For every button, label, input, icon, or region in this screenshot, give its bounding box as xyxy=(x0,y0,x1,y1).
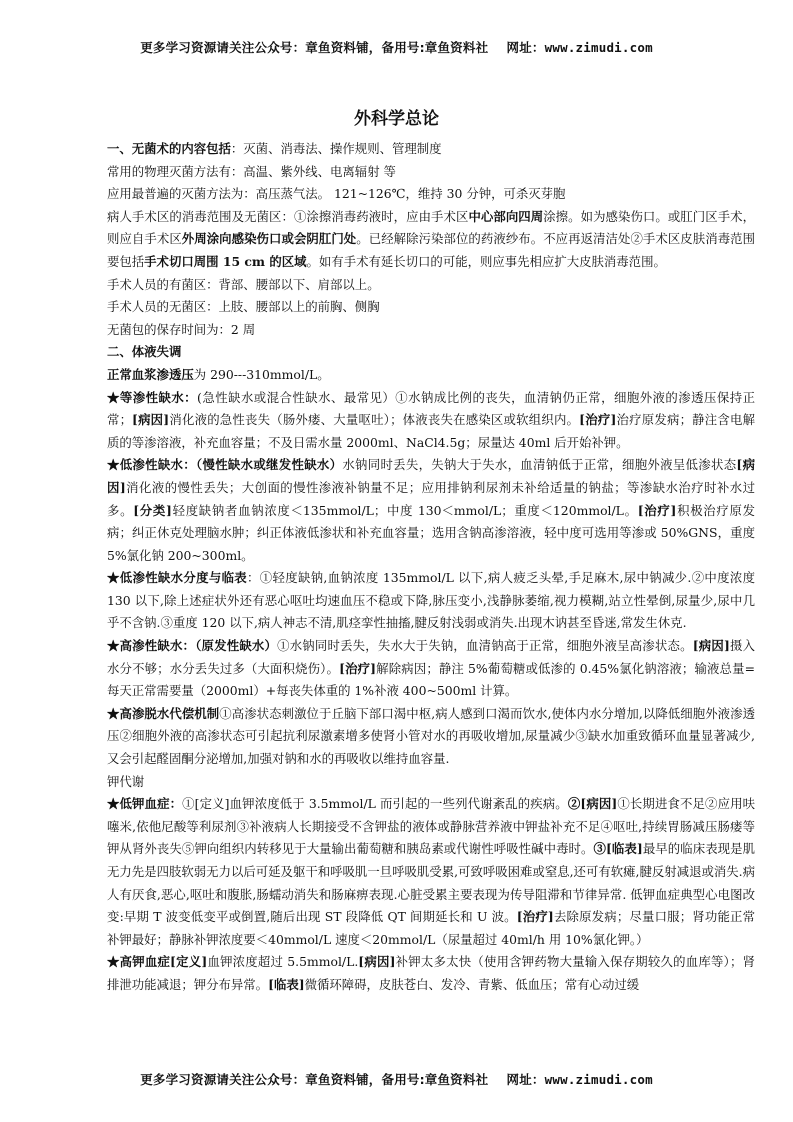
bold-text: 正常血浆渗透压 xyxy=(107,366,194,382)
text-run: 无菌包的保存时间为：2 周 xyxy=(107,321,256,337)
text-run: 钾代谢 xyxy=(107,773,145,789)
footer-url-label: 网址： xyxy=(506,1072,545,1087)
paragraph xyxy=(107,567,755,635)
header-url-label: 网址： xyxy=(506,40,545,55)
text-run: ：①轻度缺钠,血钠浓度 135mmol/L 以下,病人疲乏头晕,手足麻木,尿中钠减少.②中度浓度 130 以下,除上述症状外还有恶心呕吐均速血压不稳或下降,脉压变小,浅静脉萎缩,视力模糊,站立性晕倒,尿量少,尿中几乎不含钠.③重度 120 以下,病人神志不清,肌痉挛性抽搐,腱反射浅弱或消失.出现木讷甚至昏迷,常发生休克. xyxy=(107,570,756,631)
text-run: 摄入水分不够；水分丢失过多（大面积烧伤）。 xyxy=(107,638,755,676)
text-run: 消化液的急性丧失（肠外瘘、大量呕吐）；体液丧失在感染区或软组织内。 xyxy=(169,412,580,428)
paragraph xyxy=(107,138,755,161)
bold-text: ★等渗性缺水： xyxy=(107,389,198,405)
bold-text: ②[病因] xyxy=(567,796,618,812)
text-run: 消化液的慢性丢失；大创面的慢性渗液补钠量不足；应用排钠利尿剂未补给适量的钠盐；等渗缺水治疗时补水过多。 xyxy=(107,479,756,518)
text-run: 病人手术区的消毒范围及无菌区：①涂擦消毒药液时，应由手术区 xyxy=(107,208,469,224)
paragraph xyxy=(107,793,755,951)
bold-text: ★高钾血症[定义] xyxy=(107,954,208,970)
document-body xyxy=(107,138,755,997)
text-run: 积极治疗原发病；纠正休克处理脑水肿；纠正体液低渗状和补充血容量；选用含钠高渗溶液，轻中度可选用等渗或 50%GNS，重度 5%氯化钠 200~300ml。 xyxy=(107,502,756,563)
bold-text: [临表] xyxy=(268,976,305,992)
bold-text: [治疗] xyxy=(637,502,677,518)
header-text: 更多学习资源请关注公众号：章鱼资料铺，备用号:章鱼资料社 xyxy=(140,40,489,55)
bold-text: ★低渗性缺水分度与临表 xyxy=(107,570,248,586)
bold-text: 外周涂向感染伤口或会阴肛门处 xyxy=(181,231,357,247)
paragraph xyxy=(107,364,755,387)
paragraph xyxy=(107,319,755,342)
paragraph xyxy=(107,951,755,996)
text-run: 涂擦。如为感染伤口。或肛门区手术，则应自手术区 xyxy=(107,208,756,247)
bold-text: [分类] xyxy=(133,502,172,518)
text-run: 为 290---310mmol/L。 xyxy=(193,366,330,382)
text-run: 。如有手术有延长切口的可能，则应事先相应扩大皮肤消毒范围。 xyxy=(306,253,666,269)
text-run: 轻度缺钠者血钠浓度＜135mmol/L；中度 130＜mmol/L；重度＜120mmol/L。 xyxy=(171,502,638,518)
paragraph xyxy=(107,296,755,319)
bold-text: [病因] xyxy=(692,638,730,654)
header-url[interactable]: www.zimudi.com xyxy=(544,40,653,55)
text-run: 水钠同时丢失，失钠大于失水，血清钠低于正常，细胞外液呈低渗状态 xyxy=(342,457,737,473)
text-run: 血钾浓度超过 5.5mmol/L. xyxy=(207,954,359,970)
text-run: 去除原发病；尽量口服；肾功能正常补钾最好；静脉补钾浓度要＜40mmol/L 速度＜20mmol/L（尿量超过 40ml/h 用 10%氯化钾。） xyxy=(107,909,755,947)
text-run: (急性缺水或混合性缺水、最常见）①水钠成比例的丧失，血清钠仍正常，细胞外液的渗透压保持正常； xyxy=(107,389,755,428)
text-run: 。已经解除污染部位的药液纱布。不应再返清洁处②手术区皮肤消毒范围要包括 xyxy=(107,231,756,269)
bold-text: 中心部向四周 xyxy=(468,208,544,224)
text-run: 最早的临床表现是肌无力先是四肢软弱无力以后可延及躯干和呼吸肌一旦呼吸肌受累,可致呼吸困难或窒息,还可有软瘫,腱反射减退或消失.病人有厌食,恶心,呕吐和腹胀,肠蠕动消失和肠麻痹表现.心脏受累主要表现为传导阻滞和节律异常. 低钾血症典型心电图改变:早期 T 波变低变平或倒置,随后出现 ST 段降低 QT 间期延长和 U 波。 xyxy=(107,841,756,925)
paragraph xyxy=(107,183,755,206)
paragraph xyxy=(107,454,755,567)
bold-text: [治疗] xyxy=(516,909,554,925)
document-title: 外科学总论 xyxy=(354,109,439,129)
paragraph xyxy=(107,635,755,703)
text-run: ①[定义]血钾浓度低于 3.5mmol/L 而引起的一些列代谢紊乱的疾病。 xyxy=(182,796,568,812)
paragraph xyxy=(107,771,755,794)
bold-text: 一、无菌术的内容包括 xyxy=(107,141,231,156)
text-run: 应用最普遍的灭菌方法为：高压蒸气法。 121~126℃，维持 30 分钟，可杀灭芽胞 xyxy=(107,186,566,202)
bold-text: 手术切口周围 15 cm 的区域 xyxy=(144,253,307,269)
bold-text: ★高渗性缺水：（原发性缺水） xyxy=(107,638,278,654)
paragraph xyxy=(107,341,755,364)
text-run: 常用的物理灭菌方法有：高温、紫外线、电离辐射 等 xyxy=(107,163,396,179)
page-footer-banner xyxy=(0,1070,793,1088)
bold-text: ★低钾血症： xyxy=(107,796,183,812)
bold-text: ★低渗性缺水：（慢性缺水或继发性缺水） xyxy=(107,457,343,473)
page-header-banner xyxy=(0,38,793,56)
text-run: ①长期进食不足②应用呋噻米,依他尼酸等利尿剂③补液病人长期接受不含钾盐的液体或静脉营养液中钾盐补充不足④呕吐,持续胃肠减压肠瘘等钾从肾外丧失⑤钾向组织内转移见于大量输出葡萄糖和胰岛素或代谢性呼吸性碱中毒时。 xyxy=(107,796,756,857)
text-run: 微循环障碍，皮肤苍白、发冷、青紫、低血压；常有心动过缓 xyxy=(304,976,640,992)
bold-text: ★高渗脱水代偿机制 xyxy=(107,705,220,721)
paragraph xyxy=(107,161,755,184)
bold-text: [病因] xyxy=(107,457,755,495)
text-run: 治疗原发病；静注含电解质的等渗溶液，补充血容量；不及日需水量 2000ml、NaCl4.5g；尿量达 40ml 后开始补钾。 xyxy=(107,412,755,450)
bold-text: [病因] xyxy=(358,954,396,970)
text-run: ①高渗状态刺激位于丘脑下部口渴中枢,病人感到口渴而饮水,使体内水分增加,以降低细胞外液渗透压②细胞外液的高渗状态可引起抗利尿激素增多使肾小管对水的再吸收增加,尿量减少③缺水加重致循环血量显著减少,又会引起醛固酮分泌增加,加强对钠和水的再吸收以维持血容量. xyxy=(107,705,755,767)
bold-text: [治疗] xyxy=(339,660,377,676)
paragraph xyxy=(107,703,755,771)
footer-url[interactable]: www.zimudi.com xyxy=(544,1072,653,1087)
text-run: 补钾太多太快（使用含钾药物大量输入保存期较久的血库等）；肾排泄功能减退；钾分布异常。 xyxy=(107,954,755,992)
paragraph xyxy=(107,206,755,274)
bold-text: 二、体液失调 xyxy=(107,344,182,360)
bold-text: [治疗] xyxy=(579,412,617,428)
paragraph xyxy=(107,387,755,455)
text-run: ：灭菌、消毒法、操作规则、管理制度 xyxy=(230,141,442,156)
bold-text: ③[临表] xyxy=(593,841,643,857)
text-run: 手术人员的无菌区：上肢、腰部以上的前胸、侧胸 xyxy=(107,299,380,315)
paragraph xyxy=(107,274,755,297)
bold-text: [病因] xyxy=(132,412,170,428)
footer-text: 更多学习资源请关注公众号：章鱼资料铺，备用号:章鱼资料社 xyxy=(140,1072,489,1087)
text-run: 手术人员的有菌区：背部、腰部以下、肩部以上。 xyxy=(107,276,380,292)
text-run: ①水钠同时丢失，失水大于失钠，血清钠高于正常，细胞外液呈高渗状态。 xyxy=(277,638,693,654)
text-run: 解除病因；静注 5%葡萄糖或低渗的 0.45%氯化钠溶液；输液总量=每天正常需要量（2000ml）+每丧失体重的 1%补液 400~500ml 计算。 xyxy=(107,660,755,699)
